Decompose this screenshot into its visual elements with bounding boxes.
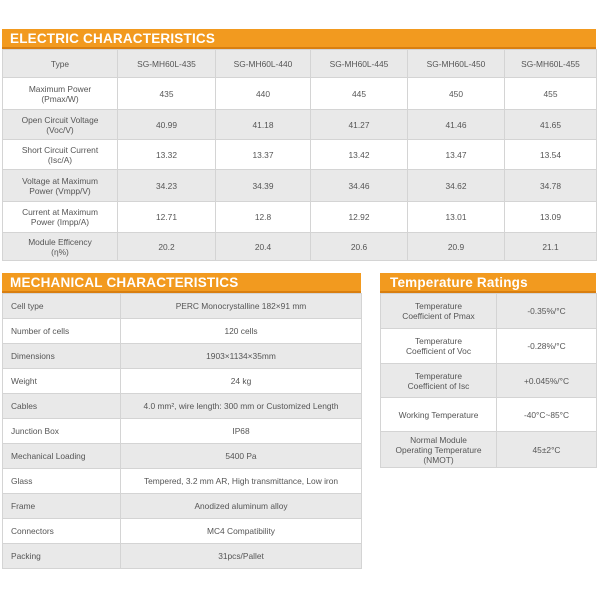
value-cell: 34.78	[505, 170, 597, 202]
label-line: Maximum Power	[28, 83, 92, 94]
table-row	[3, 494, 362, 519]
table-row	[3, 519, 362, 544]
table-row	[3, 469, 362, 494]
row-label: Cell type	[3, 294, 121, 319]
label-line: (Isc/A)	[47, 154, 73, 165]
row-label	[381, 364, 497, 398]
value-cell: 450	[408, 78, 505, 110]
value-cell: 13.47	[408, 140, 505, 170]
value-cell: 45±2°C	[497, 432, 597, 468]
table-row	[381, 364, 597, 398]
model-header: SG-MH60L-435	[118, 50, 216, 78]
row-label: Connectors	[3, 519, 121, 544]
row-label: Glass	[3, 469, 121, 494]
value-cell: 34.23	[118, 170, 216, 202]
label-line: Voltage at Maximum	[22, 175, 98, 186]
value-cell: 20.4	[216, 233, 311, 261]
table-row	[3, 78, 597, 110]
electric-section-title: ELECTRIC CHARACTERISTICS	[10, 31, 216, 46]
mechanical-table	[2, 293, 362, 569]
row-label: Packing	[3, 544, 121, 569]
value-cell: -40°C~85°C	[497, 398, 597, 432]
row-label: Junction Box	[3, 419, 121, 444]
value-cell: 31pcs/Pallet	[121, 544, 362, 569]
table-row	[3, 294, 362, 319]
table-row	[3, 394, 362, 419]
table-row	[3, 140, 597, 170]
value-cell: 34.39	[216, 170, 311, 202]
label-line: (Voc/V)	[46, 124, 74, 135]
table-row	[3, 344, 362, 369]
row-label	[381, 398, 497, 432]
label-line: Temperature	[414, 301, 462, 311]
value-cell: 455	[505, 78, 597, 110]
table-row	[3, 419, 362, 444]
electric-table	[2, 49, 597, 261]
table-row	[381, 294, 597, 329]
table-row	[3, 544, 362, 569]
value-cell: 13.37	[216, 140, 311, 170]
value-cell: 41.46	[408, 110, 505, 140]
value-cell: PERC Monocrystalline 182×91 mm	[121, 294, 362, 319]
model-header: SG-MH60L-445	[311, 50, 408, 78]
value-cell: 41.65	[505, 110, 597, 140]
electric-section-header	[2, 29, 596, 49]
row-label	[3, 140, 118, 170]
value-cell: 13.09	[505, 202, 597, 233]
value-cell: 12.71	[118, 202, 216, 233]
label-line: Operating Temperature	[395, 444, 482, 455]
label-line: Open Circuit Voltage	[21, 114, 99, 125]
row-label: Number of cells	[3, 319, 121, 344]
table-row	[3, 233, 597, 261]
value-cell: Tempered, 3.2 mm AR, High transmittance, Low iron	[121, 469, 362, 494]
model-header: SG-MH60L-440	[216, 50, 311, 78]
value-cell: 1903×1134×35mm	[121, 344, 362, 369]
row-label	[381, 294, 497, 329]
row-label	[3, 170, 118, 202]
label-line: Coefficient of Pmax	[402, 311, 475, 321]
value-cell: 12.92	[311, 202, 408, 233]
value-cell: 445	[311, 78, 408, 110]
value-cell: 13.42	[311, 140, 408, 170]
mechanical-section-title: MECHANICAL CHARACTERISTICS	[10, 275, 239, 290]
value-cell: 5400 Pa	[121, 444, 362, 469]
table-header-row	[3, 50, 597, 78]
row-label	[381, 329, 497, 364]
label-line: Coefficient of Isc	[407, 380, 470, 391]
row-label	[3, 233, 118, 261]
value-cell: 34.46	[311, 170, 408, 202]
label-line: Temperature	[414, 370, 462, 381]
value-cell: 40.99	[118, 110, 216, 140]
value-cell: Anodized aluminum alloy	[121, 494, 362, 519]
label-line: (η%)	[51, 246, 69, 257]
temperature-section-title: Temperature Ratings	[390, 275, 528, 290]
value-cell: 12.8	[216, 202, 311, 233]
value-cell: 41.18	[216, 110, 311, 140]
table-row	[3, 319, 362, 344]
row-label: Mechanical Loading	[3, 444, 121, 469]
value-cell: 4.0 mm², wire length: 300 mm or Customized Length	[121, 394, 362, 419]
temperature-table	[380, 293, 597, 468]
label-line: Module Efficency	[28, 236, 92, 247]
label-line: (Pmax/W)	[41, 93, 79, 104]
value-cell: MC4 Compatibility	[121, 519, 362, 544]
table-row	[3, 110, 597, 140]
row-label	[3, 110, 118, 140]
value-cell: 34.62	[408, 170, 505, 202]
table-row	[3, 202, 597, 233]
value-cell: 41.27	[311, 110, 408, 140]
table-row	[381, 398, 597, 432]
label-line: Normal Module	[410, 434, 467, 445]
label-line: Working Temperature	[398, 409, 479, 420]
value-cell: 24 kg	[121, 369, 362, 394]
table-row	[381, 432, 597, 468]
row-label: Weight	[3, 369, 121, 394]
value-cell: 440	[216, 78, 311, 110]
value-cell: 13.01	[408, 202, 505, 233]
value-cell: 20.9	[408, 233, 505, 261]
model-header: SG-MH60L-455	[505, 50, 597, 78]
value-cell: 20.2	[118, 233, 216, 261]
value-cell: 20.6	[311, 233, 408, 261]
value-cell: -0.35%/°C	[497, 294, 597, 329]
row-label: Cables	[3, 394, 121, 419]
value-cell: 120 cells	[121, 319, 362, 344]
value-cell: +0.045%/°C	[497, 364, 597, 398]
row-label	[381, 432, 497, 468]
label-line: Power (Impp/A)	[30, 217, 90, 227]
row-label: Frame	[3, 494, 121, 519]
row-label	[3, 78, 118, 110]
temperature-section-header	[380, 273, 596, 293]
type-header: Type	[3, 50, 118, 78]
table-row	[3, 170, 597, 202]
label-line: Coefficient of Voc	[405, 346, 472, 356]
label-line: Temperature	[414, 336, 462, 346]
mechanical-section-header	[2, 273, 361, 293]
label-line: Power (Vmpp/V)	[29, 185, 91, 196]
table-row	[381, 329, 597, 364]
label-line: Short Circuit Current	[21, 144, 99, 155]
model-header: SG-MH60L-450	[408, 50, 505, 78]
value-cell: IP68	[121, 419, 362, 444]
value-cell: 13.54	[505, 140, 597, 170]
row-label: Dimensions	[3, 344, 121, 369]
value-cell: -0.28%/°C	[497, 329, 597, 364]
value-cell: 21.1	[505, 233, 597, 261]
table-row	[3, 369, 362, 394]
label-line: (NMOT)	[423, 454, 454, 465]
value-cell: 435	[118, 78, 216, 110]
value-cell: 13.32	[118, 140, 216, 170]
label-line: Current at Maximum	[22, 207, 98, 217]
row-label	[3, 202, 118, 233]
table-row	[3, 444, 362, 469]
